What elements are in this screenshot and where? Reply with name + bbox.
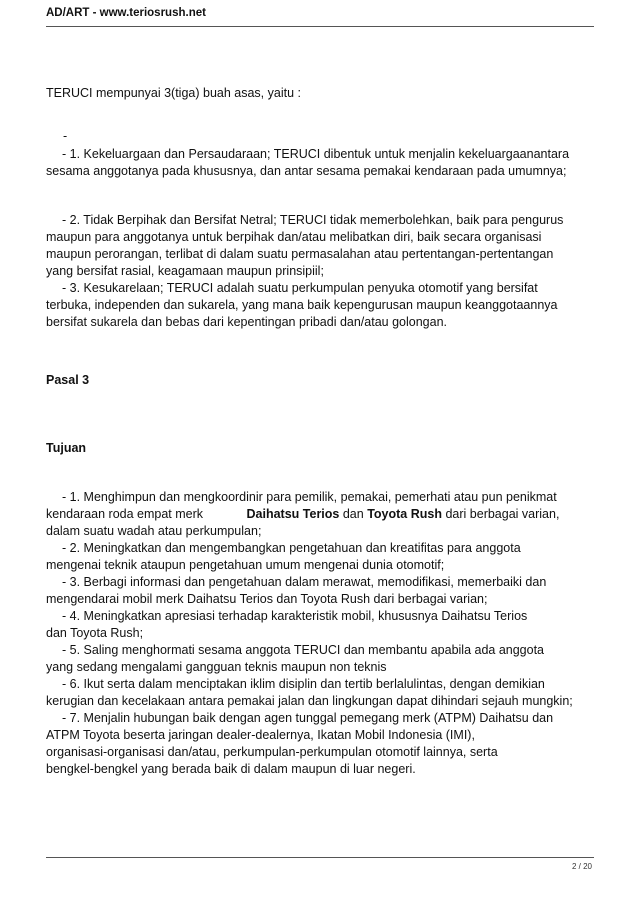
- page-header-title: AD/ART - www.teriosrush.net: [46, 7, 206, 19]
- footer-divider: [46, 857, 594, 858]
- tujuan-item-1-line-3: dalam suatu wadah atau perkumpulan;: [46, 524, 262, 538]
- brand-daihatsu-terios: Daihatsu Terios: [246, 507, 340, 521]
- tujuan-item-7-line-2: ATPM Toyota beserta jaringan dealer-dealernya, Ikatan Mobil Indonesia (IMI),: [46, 728, 475, 742]
- asas-item-2-line-3: maupun perorangan, terlibat di dalam suatu permasalahan atau pertentangan-pertentangan: [46, 247, 554, 261]
- asas-item-2-line-1: - 2. Tidak Berpihak dan Bersifat Netral; TERUCI tidak memerbolehkan, baik para pengurus: [62, 213, 564, 227]
- tujuan-item-6-line-2: kerugian dan kecelakaan antara pemakai jalan dan lingkungan dapat dihindari sejauh mungkin;: [46, 694, 573, 708]
- brand-toyota-rush: Toyota Rush: [367, 507, 442, 521]
- tujuan-item-6-line-1: - 6. Ikut serta dalam menciptakan iklim disiplin dan tertib berlalulintas, dengan demikian: [62, 677, 545, 691]
- asas-item-1-line-2: sesama anggotanya pada khususnya, dan antar sesama pemakai kendaraan pada umumnya;: [46, 164, 567, 178]
- page-number: 2 / 20: [571, 862, 592, 871]
- tujuan-item-7-line-3: organisasi-organisasi dan/atau, perkumpulan-perkumpulan otomotif lainnya, serta: [46, 745, 498, 759]
- tujuan-item-5-line-2: yang sedang mengalami gangguan teknis maupun non teknis: [46, 660, 387, 674]
- tujuan-item-1-text-e: dari berbagai varian,: [445, 507, 560, 521]
- pasal-subtitle: Tujuan: [46, 441, 87, 455]
- tujuan-item-1-text-a: kendaraan roda empat merk: [46, 507, 204, 521]
- tujuan-item-1-text-c: dan: [342, 507, 364, 521]
- asas-item-3-line-1: - 3. Kesukarelaan; TERUCI adalah suatu perkumpulan penyuka otomotif yang bersifat: [62, 281, 538, 295]
- asas-item-3-line-3: bersifat sukarela dan bebas dari kepentingan pribadi dan/atau golongan.: [46, 315, 447, 329]
- asas-item-2-line-2: maupun para anggotanya untuk berpihak dan/atau melibatkan diri, baik secara organisasi: [46, 230, 542, 244]
- tujuan-item-7-line-4: bengkel-bengkel yang berada baik di dalam maupun di luar negeri.: [46, 762, 416, 776]
- asas-item-3-line-2: terbuka, independen dan sukarela, yang mana baik kepengurusan maupun keanggotaannya: [46, 298, 558, 312]
- tujuan-item-3-line-1: - 3. Berbagi informasi dan pengetahuan dalam merawat, memodifikasi, memerbaiki dan: [62, 575, 547, 589]
- asas-item-2-line-4: yang bersifat rasial, keagamaan maupun prinsipiil;: [46, 264, 324, 278]
- tujuan-item-4-line-1: - 4. Meningkatkan apresiasi terhadap karakteristik mobil, khususnya Daihatsu Terios: [62, 609, 528, 623]
- tujuan-item-5-line-1: - 5. Saling menghormati sesama anggota TERUCI dan membantu apabila ada anggota: [62, 643, 545, 657]
- header-divider: [46, 26, 594, 27]
- tujuan-item-1-line-1: - 1. Menghimpun dan mengkoordinir para pemilik, pemakai, pemerhati atau pun penikmat: [62, 490, 557, 504]
- asas-item-1-line-1: - 1. Kekeluargaan dan Persaudaraan; TERUCI dibentuk untuk menjalin kekeluargaanantara: [62, 147, 570, 161]
- tujuan-item-2-line-1: - 2. Meningkatkan dan mengembangkan pengetahuan dan kreatifitas para anggota: [62, 541, 521, 555]
- asas-dash: -: [63, 129, 68, 143]
- tujuan-item-3-line-2: mengendarai mobil merk Daihatsu Terios dan Toyota Rush dari berbagai varian;: [46, 592, 488, 606]
- tujuan-item-1-line-2: [46, 506, 559, 523]
- tujuan-item-7-line-1: - 7. Menjalin hubungan baik dengan agen tunggal pemegang merk (ATPM) Daihatsu dan: [62, 711, 554, 725]
- pasal-title: Pasal 3: [46, 373, 90, 387]
- tujuan-item-4-line-2: dan Toyota Rush;: [46, 626, 144, 640]
- tujuan-item-2-line-2: mengenai teknik ataupun pengetahuan umum mengenai dunia otomotif;: [46, 558, 445, 572]
- intro-text: TERUCI mempunyai 3(tiga) buah asas, yaitu :: [46, 86, 301, 100]
